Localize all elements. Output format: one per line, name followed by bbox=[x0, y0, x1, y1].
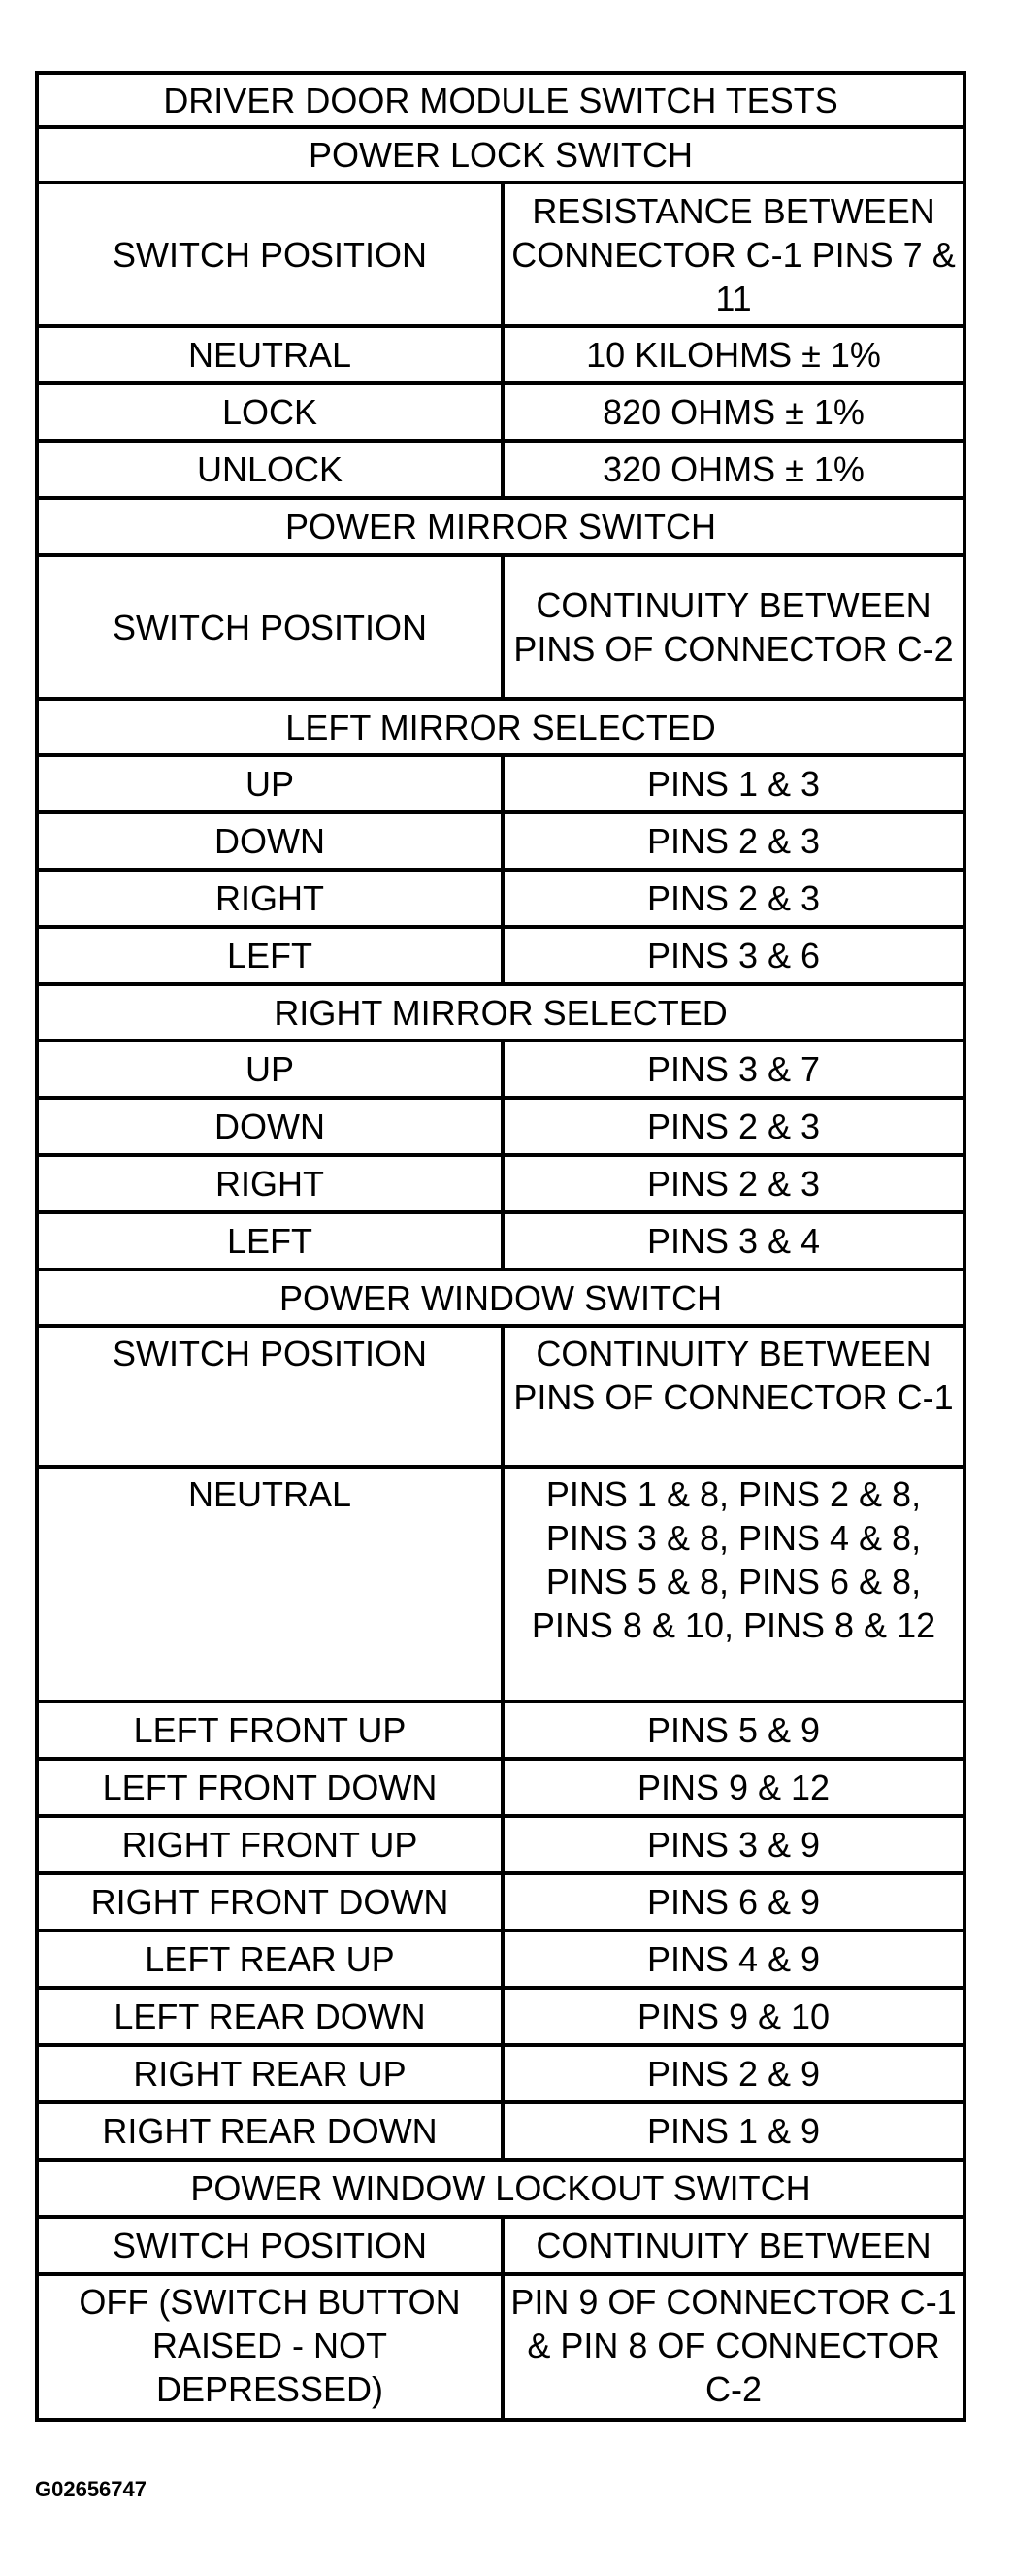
test-result-cell: PINS 2 & 3 bbox=[503, 1155, 964, 1212]
test-result-cell: PIN 9 OF CONNECTOR C-1 & PIN 8 OF CONNECTOR C-2 bbox=[503, 2274, 964, 2420]
test-result-cell: CONTINUITY BETWEEN PINS OF CONNECTOR C-1 bbox=[503, 1326, 964, 1467]
switch-position-cell: RIGHT REAR DOWN bbox=[37, 2102, 503, 2160]
test-result-cell: PINS 5 & 9 bbox=[503, 1701, 964, 1759]
table-row bbox=[37, 1098, 964, 1155]
section-header: POWER MIRROR SWITCH bbox=[37, 498, 964, 555]
switch-position-cell: SWITCH POSITION bbox=[37, 555, 503, 699]
table-row bbox=[37, 182, 964, 326]
switch-position-cell: UP bbox=[37, 755, 503, 812]
switch-position-cell: RIGHT FRONT DOWN bbox=[37, 1873, 503, 1931]
test-result-cell: PINS 3 & 6 bbox=[503, 927, 964, 984]
table-title-row bbox=[37, 73, 964, 127]
test-result-cell: 10 KILOHMS ± 1% bbox=[503, 326, 964, 383]
test-result-cell: PINS 9 & 12 bbox=[503, 1759, 964, 1816]
table-row bbox=[37, 555, 964, 699]
table-row bbox=[37, 1816, 964, 1873]
table-row bbox=[37, 383, 964, 441]
switch-position-cell: NEUTRAL bbox=[37, 326, 503, 383]
switch-tests-table bbox=[35, 71, 966, 2422]
table-row bbox=[37, 1155, 964, 1212]
table-row bbox=[37, 1326, 964, 1467]
switch-position-cell: NEUTRAL bbox=[37, 1467, 503, 1701]
switch-position-cell: SWITCH POSITION bbox=[37, 2217, 503, 2274]
switch-tests-table-body bbox=[37, 73, 964, 2420]
figure-code: G02656747 bbox=[35, 2477, 147, 2501]
test-result-cell: RESISTANCE BETWEEN CONNECTOR C-1 PINS 7 & 11 bbox=[503, 182, 964, 326]
table-title: DRIVER DOOR MODULE SWITCH TESTS bbox=[37, 73, 964, 127]
table-row bbox=[37, 870, 964, 927]
test-result-cell: PINS 1 & 3 bbox=[503, 755, 964, 812]
table-row bbox=[37, 755, 964, 812]
section-header-row bbox=[37, 1270, 964, 1326]
switch-position-cell: RIGHT REAR UP bbox=[37, 2045, 503, 2102]
section-header-row bbox=[37, 498, 964, 555]
switch-position-cell: DOWN bbox=[37, 812, 503, 870]
switch-position-cell: LEFT FRONT UP bbox=[37, 1701, 503, 1759]
test-result-cell: PINS 1 & 9 bbox=[503, 2102, 964, 2160]
switch-position-cell: DOWN bbox=[37, 1098, 503, 1155]
switch-position-cell: LEFT bbox=[37, 1212, 503, 1270]
switch-position-cell: LEFT REAR UP bbox=[37, 1931, 503, 1988]
section-header-row bbox=[37, 699, 964, 755]
table-row bbox=[37, 1873, 964, 1931]
test-result-cell: 320 OHMS ± 1% bbox=[503, 441, 964, 498]
switch-position-cell: RIGHT FRONT UP bbox=[37, 1816, 503, 1873]
test-result-cell: PINS 9 & 10 bbox=[503, 1988, 964, 2045]
table-row bbox=[37, 1759, 964, 1816]
table-row bbox=[37, 326, 964, 383]
section-header-row bbox=[37, 984, 964, 1040]
section-header: RIGHT MIRROR SELECTED bbox=[37, 984, 964, 1040]
table-row bbox=[37, 1467, 964, 1701]
test-result-cell: PINS 2 & 3 bbox=[503, 1098, 964, 1155]
switch-position-cell: RIGHT bbox=[37, 870, 503, 927]
switch-position-cell: UNLOCK bbox=[37, 441, 503, 498]
table-row bbox=[37, 927, 964, 984]
switch-position-cell: LEFT REAR DOWN bbox=[37, 1988, 503, 2045]
test-result-cell: PINS 3 & 7 bbox=[503, 1040, 964, 1098]
test-result-cell: CONTINUITY BETWEEN bbox=[503, 2217, 964, 2274]
table-row bbox=[37, 1212, 964, 1270]
switch-position-cell: SWITCH POSITION bbox=[37, 1326, 503, 1467]
section-header: POWER WINDOW LOCKOUT SWITCH bbox=[37, 2160, 964, 2217]
test-result-cell: PINS 1 & 8, PINS 2 & 8, PINS 3 & 8, PINS 4 & 8, PINS 5 & 8, PINS 6 & 8, PINS 8 & 10, PINS 8 & 12 bbox=[503, 1467, 964, 1701]
section-header: POWER LOCK SWITCH bbox=[37, 127, 964, 182]
test-result-cell: CONTINUITY BETWEEN PINS OF CONNECTOR C-2 bbox=[503, 555, 964, 699]
section-header: LEFT MIRROR SELECTED bbox=[37, 699, 964, 755]
table-row bbox=[37, 2045, 964, 2102]
switch-position-cell: UP bbox=[37, 1040, 503, 1098]
table-row bbox=[37, 441, 964, 498]
switch-position-cell: SWITCH POSITION bbox=[37, 182, 503, 326]
table-row bbox=[37, 812, 964, 870]
table-row bbox=[37, 1040, 964, 1098]
table-row bbox=[37, 2102, 964, 2160]
table-row bbox=[37, 1988, 964, 2045]
section-header: POWER WINDOW SWITCH bbox=[37, 1270, 964, 1326]
switch-position-cell: LEFT FRONT DOWN bbox=[37, 1759, 503, 1816]
switch-position-cell: OFF (SWITCH BUTTON RAISED - NOT DEPRESSED) bbox=[37, 2274, 503, 2420]
test-result-cell: PINS 4 & 9 bbox=[503, 1931, 964, 1988]
section-header-row bbox=[37, 2160, 964, 2217]
test-result-cell: PINS 2 & 3 bbox=[503, 812, 964, 870]
switch-position-cell: RIGHT bbox=[37, 1155, 503, 1212]
table-row bbox=[37, 1931, 964, 1988]
test-result-cell: PINS 2 & 3 bbox=[503, 870, 964, 927]
test-result-cell: 820 OHMS ± 1% bbox=[503, 383, 964, 441]
section-header-row bbox=[37, 127, 964, 182]
switch-position-cell: LEFT bbox=[37, 927, 503, 984]
table-row bbox=[37, 1701, 964, 1759]
test-result-cell: PINS 2 & 9 bbox=[503, 2045, 964, 2102]
table-row bbox=[37, 2217, 964, 2274]
test-result-cell: PINS 3 & 9 bbox=[503, 1816, 964, 1873]
table-row bbox=[37, 2274, 964, 2420]
test-result-cell: PINS 3 & 4 bbox=[503, 1212, 964, 1270]
test-result-cell: PINS 6 & 9 bbox=[503, 1873, 964, 1931]
switch-position-cell: LOCK bbox=[37, 383, 503, 441]
